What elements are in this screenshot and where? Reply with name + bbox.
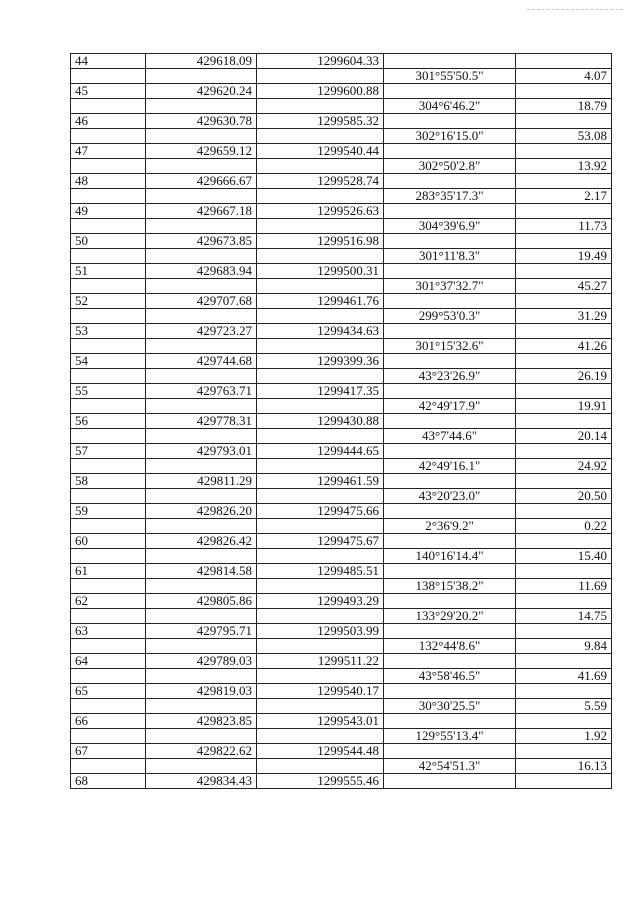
table-row-point	[71, 714, 612, 729]
distance-cell	[516, 54, 612, 69]
x-coordinate-cell: 429630.78	[146, 114, 257, 129]
point-number-cell: 64	[71, 654, 146, 669]
table-row-point	[71, 654, 612, 669]
x-coordinate-cell: 429814.58	[146, 564, 257, 579]
table-row-segment	[71, 549, 612, 564]
x-coordinate-cell: 429659.12	[146, 144, 257, 159]
point-number-cell: 57	[71, 444, 146, 459]
distance-cell: 19.49	[516, 249, 612, 264]
y-coordinate-cell: 1299585.32	[257, 114, 384, 129]
distance-cell	[516, 444, 612, 459]
azimuth-cell: 301°55'50.5"	[384, 69, 516, 84]
y-coordinate-cell	[257, 549, 384, 564]
distance-cell: 11.69	[516, 579, 612, 594]
y-coordinate-cell	[257, 429, 384, 444]
x-coordinate-cell	[146, 699, 257, 714]
point-number-cell	[71, 369, 146, 384]
point-number-cell: 50	[71, 234, 146, 249]
azimuth-cell	[384, 714, 516, 729]
point-number-cell	[71, 699, 146, 714]
table-row-segment	[71, 99, 612, 114]
table-row-point	[71, 444, 612, 459]
y-coordinate-cell: 1299399.36	[257, 354, 384, 369]
distance-cell: 14.75	[516, 609, 612, 624]
azimuth-cell	[384, 594, 516, 609]
point-number-cell	[71, 309, 146, 324]
point-number-cell	[71, 399, 146, 414]
azimuth-cell: 283°35'17.3"	[384, 189, 516, 204]
x-coordinate-cell: 429789.03	[146, 654, 257, 669]
distance-cell	[516, 594, 612, 609]
table-row-segment	[71, 339, 612, 354]
y-coordinate-cell: 1299544.48	[257, 744, 384, 759]
table-row-point	[71, 384, 612, 399]
table-row-point	[71, 204, 612, 219]
x-coordinate-cell: 429666.67	[146, 174, 257, 189]
azimuth-cell: 43°20'23.0"	[384, 489, 516, 504]
y-coordinate-cell	[257, 399, 384, 414]
azimuth-cell	[384, 564, 516, 579]
distance-cell	[516, 204, 612, 219]
point-number-cell: 68	[71, 774, 146, 789]
azimuth-cell	[384, 204, 516, 219]
distance-cell	[516, 114, 612, 129]
x-coordinate-cell: 429822.62	[146, 744, 257, 759]
distance-cell	[516, 624, 612, 639]
distance-cell: 13.92	[516, 159, 612, 174]
y-coordinate-cell: 1299434.63	[257, 324, 384, 339]
distance-cell: 20.50	[516, 489, 612, 504]
azimuth-cell: 304°39'6.9"	[384, 219, 516, 234]
y-coordinate-cell: 1299475.67	[257, 534, 384, 549]
table-row-segment	[71, 279, 612, 294]
y-coordinate-cell: 1299500.31	[257, 264, 384, 279]
y-coordinate-cell: 1299526.63	[257, 204, 384, 219]
point-number-cell: 49	[71, 204, 146, 219]
coordinate-table-body	[71, 54, 612, 789]
point-number-cell: 56	[71, 414, 146, 429]
point-number-cell	[71, 159, 146, 174]
table-row-segment	[71, 579, 612, 594]
x-coordinate-cell	[146, 429, 257, 444]
azimuth-cell	[384, 654, 516, 669]
y-coordinate-cell	[257, 519, 384, 534]
distance-cell: 5.59	[516, 699, 612, 714]
distance-cell	[516, 294, 612, 309]
azimuth-cell: 43°58'46.5"	[384, 669, 516, 684]
table-row-segment	[71, 759, 612, 774]
azimuth-cell	[384, 474, 516, 489]
y-coordinate-cell: 1299461.59	[257, 474, 384, 489]
point-number-cell	[71, 759, 146, 774]
table-row-point	[71, 594, 612, 609]
x-coordinate-cell	[146, 279, 257, 294]
x-coordinate-cell: 429673.85	[146, 234, 257, 249]
point-number-cell: 60	[71, 534, 146, 549]
distance-cell	[516, 84, 612, 99]
azimuth-cell	[384, 174, 516, 189]
y-coordinate-cell	[257, 489, 384, 504]
point-number-cell: 52	[71, 294, 146, 309]
point-number-cell: 53	[71, 324, 146, 339]
point-number-cell	[71, 519, 146, 534]
y-coordinate-cell: 1299475.66	[257, 504, 384, 519]
azimuth-cell	[384, 504, 516, 519]
x-coordinate-cell	[146, 369, 257, 384]
table-row-segment	[71, 729, 612, 744]
x-coordinate-cell: 429819.03	[146, 684, 257, 699]
distance-cell	[516, 504, 612, 519]
point-number-cell	[71, 339, 146, 354]
point-number-cell: 47	[71, 144, 146, 159]
x-coordinate-cell: 429805.86	[146, 594, 257, 609]
x-coordinate-cell	[146, 219, 257, 234]
distance-cell: 24.92	[516, 459, 612, 474]
x-coordinate-cell: 429834.43	[146, 774, 257, 789]
x-coordinate-cell: 429778.31	[146, 414, 257, 429]
azimuth-cell: 299°53'0.3"	[384, 309, 516, 324]
table-row-point	[71, 504, 612, 519]
distance-cell	[516, 774, 612, 789]
y-coordinate-cell: 1299430.88	[257, 414, 384, 429]
point-number-cell	[71, 549, 146, 564]
point-number-cell: 55	[71, 384, 146, 399]
point-number-cell: 62	[71, 594, 146, 609]
table-row-segment	[71, 159, 612, 174]
table-row-point	[71, 234, 612, 249]
azimuth-cell	[384, 54, 516, 69]
x-coordinate-cell	[146, 129, 257, 144]
table-row-point	[71, 144, 612, 159]
point-number-cell: 46	[71, 114, 146, 129]
y-coordinate-cell	[257, 249, 384, 264]
azimuth-cell	[384, 324, 516, 339]
table-row-point	[71, 774, 612, 789]
x-coordinate-cell	[146, 579, 257, 594]
y-coordinate-cell: 1299543.01	[257, 714, 384, 729]
azimuth-cell	[384, 384, 516, 399]
azimuth-cell: 140°16'14.4"	[384, 549, 516, 564]
point-number-cell: 59	[71, 504, 146, 519]
table-row-point	[71, 294, 612, 309]
distance-cell: 15.40	[516, 549, 612, 564]
x-coordinate-cell	[146, 69, 257, 84]
point-number-cell: 45	[71, 84, 146, 99]
distance-cell: 16.13	[516, 759, 612, 774]
azimuth-cell: 301°11'8.3"	[384, 249, 516, 264]
x-coordinate-cell: 429823.85	[146, 714, 257, 729]
table-row-point	[71, 354, 612, 369]
table-row-segment	[71, 69, 612, 84]
distance-cell	[516, 174, 612, 189]
table-row-point	[71, 414, 612, 429]
azimuth-cell: 43°23'26.9"	[384, 369, 516, 384]
azimuth-cell: 301°37'32.7"	[384, 279, 516, 294]
y-coordinate-cell	[257, 729, 384, 744]
azimuth-cell	[384, 414, 516, 429]
distance-cell	[516, 324, 612, 339]
table-row-point	[71, 174, 612, 189]
point-number-cell	[71, 249, 146, 264]
x-coordinate-cell: 429667.18	[146, 204, 257, 219]
x-coordinate-cell	[146, 459, 257, 474]
azimuth-cell: 304°6'46.2"	[384, 99, 516, 114]
table-row-segment	[71, 609, 612, 624]
table-row-segment	[71, 699, 612, 714]
y-coordinate-cell	[257, 339, 384, 354]
point-number-cell: 66	[71, 714, 146, 729]
point-number-cell	[71, 489, 146, 504]
x-coordinate-cell	[146, 669, 257, 684]
x-coordinate-cell	[146, 309, 257, 324]
y-coordinate-cell	[257, 699, 384, 714]
x-coordinate-cell	[146, 609, 257, 624]
y-coordinate-cell: 1299444.65	[257, 444, 384, 459]
y-coordinate-cell	[257, 669, 384, 684]
azimuth-cell	[384, 534, 516, 549]
x-coordinate-cell	[146, 549, 257, 564]
point-number-cell: 61	[71, 564, 146, 579]
azimuth-cell	[384, 684, 516, 699]
distance-cell	[516, 744, 612, 759]
x-coordinate-cell: 429826.20	[146, 504, 257, 519]
x-coordinate-cell: 429793.01	[146, 444, 257, 459]
point-number-cell: 51	[71, 264, 146, 279]
x-coordinate-cell	[146, 339, 257, 354]
distance-cell	[516, 654, 612, 669]
point-number-cell: 48	[71, 174, 146, 189]
table-row-point	[71, 624, 612, 639]
distance-cell	[516, 414, 612, 429]
x-coordinate-cell: 429618.09	[146, 54, 257, 69]
table-row-point	[71, 114, 612, 129]
distance-cell: 41.26	[516, 339, 612, 354]
table-row-segment	[71, 669, 612, 684]
y-coordinate-cell: 1299600.88	[257, 84, 384, 99]
y-coordinate-cell: 1299493.29	[257, 594, 384, 609]
table-row-point	[71, 54, 612, 69]
distance-cell: 26.19	[516, 369, 612, 384]
distance-cell: 2.17	[516, 189, 612, 204]
y-coordinate-cell: 1299485.51	[257, 564, 384, 579]
table-row-segment	[71, 369, 612, 384]
x-coordinate-cell	[146, 639, 257, 654]
table-row-segment	[71, 399, 612, 414]
distance-cell: 0.22	[516, 519, 612, 534]
distance-cell: 4.07	[516, 69, 612, 84]
distance-cell: 19.91	[516, 399, 612, 414]
point-number-cell	[71, 129, 146, 144]
azimuth-cell: 43°7'44.6"	[384, 429, 516, 444]
azimuth-cell: 132°44'8.6"	[384, 639, 516, 654]
y-coordinate-cell: 1299511.22	[257, 654, 384, 669]
distance-cell: 9.84	[516, 639, 612, 654]
distance-cell	[516, 264, 612, 279]
y-coordinate-cell: 1299540.44	[257, 144, 384, 159]
y-coordinate-cell: 1299555.46	[257, 774, 384, 789]
y-coordinate-cell	[257, 69, 384, 84]
point-number-cell: 65	[71, 684, 146, 699]
x-coordinate-cell: 429744.68	[146, 354, 257, 369]
azimuth-cell: 129°55'13.4"	[384, 729, 516, 744]
x-coordinate-cell	[146, 519, 257, 534]
table-row-segment	[71, 639, 612, 654]
table-row-segment	[71, 249, 612, 264]
distance-cell	[516, 384, 612, 399]
point-number-cell	[71, 729, 146, 744]
distance-cell: 11.73	[516, 219, 612, 234]
table-row-point	[71, 474, 612, 489]
y-coordinate-cell	[257, 99, 384, 114]
table-row-point	[71, 684, 612, 699]
scan-artifact-line	[527, 9, 623, 10]
azimuth-cell	[384, 744, 516, 759]
table-row-segment	[71, 489, 612, 504]
coordinate-table	[70, 53, 612, 789]
y-coordinate-cell	[257, 189, 384, 204]
distance-cell: 18.79	[516, 99, 612, 114]
x-coordinate-cell	[146, 759, 257, 774]
table-row-point	[71, 564, 612, 579]
distance-cell: 1.92	[516, 729, 612, 744]
point-number-cell: 67	[71, 744, 146, 759]
distance-cell	[516, 144, 612, 159]
azimuth-cell	[384, 264, 516, 279]
distance-cell	[516, 684, 612, 699]
point-number-cell	[71, 579, 146, 594]
x-coordinate-cell: 429683.94	[146, 264, 257, 279]
y-coordinate-cell	[257, 129, 384, 144]
table-row-segment	[71, 459, 612, 474]
azimuth-cell	[384, 294, 516, 309]
distance-cell: 45.27	[516, 279, 612, 294]
table-row-point	[71, 534, 612, 549]
azimuth-cell: 301°15'32.6"	[384, 339, 516, 354]
azimuth-cell	[384, 774, 516, 789]
table-row-segment	[71, 519, 612, 534]
point-number-cell	[71, 219, 146, 234]
y-coordinate-cell	[257, 159, 384, 174]
distance-cell: 31.29	[516, 309, 612, 324]
azimuth-cell	[384, 624, 516, 639]
azimuth-cell: 133°29'20.2"	[384, 609, 516, 624]
azimuth-cell	[384, 444, 516, 459]
azimuth-cell: 2°36'9.2"	[384, 519, 516, 534]
x-coordinate-cell: 429811.29	[146, 474, 257, 489]
y-coordinate-cell: 1299540.17	[257, 684, 384, 699]
table-row-segment	[71, 309, 612, 324]
table-row-segment	[71, 429, 612, 444]
table-row-point	[71, 264, 612, 279]
point-number-cell	[71, 189, 146, 204]
x-coordinate-cell	[146, 249, 257, 264]
point-number-cell: 44	[71, 54, 146, 69]
point-number-cell	[71, 609, 146, 624]
x-coordinate-cell: 429763.71	[146, 384, 257, 399]
point-number-cell	[71, 279, 146, 294]
y-coordinate-cell	[257, 369, 384, 384]
distance-cell: 53.08	[516, 129, 612, 144]
y-coordinate-cell	[257, 219, 384, 234]
distance-cell	[516, 474, 612, 489]
y-coordinate-cell	[257, 609, 384, 624]
distance-cell	[516, 534, 612, 549]
distance-cell	[516, 234, 612, 249]
y-coordinate-cell	[257, 459, 384, 474]
point-number-cell	[71, 639, 146, 654]
table-row-segment	[71, 219, 612, 234]
x-coordinate-cell: 429795.71	[146, 624, 257, 639]
x-coordinate-cell	[146, 729, 257, 744]
distance-cell: 41.69	[516, 669, 612, 684]
y-coordinate-cell	[257, 759, 384, 774]
x-coordinate-cell	[146, 489, 257, 504]
azimuth-cell	[384, 114, 516, 129]
x-coordinate-cell	[146, 159, 257, 174]
point-number-cell	[71, 669, 146, 684]
point-number-cell	[71, 99, 146, 114]
point-number-cell: 63	[71, 624, 146, 639]
x-coordinate-cell: 429707.68	[146, 294, 257, 309]
y-coordinate-cell: 1299528.74	[257, 174, 384, 189]
azimuth-cell: 138°15'38.2"	[384, 579, 516, 594]
azimuth-cell	[384, 84, 516, 99]
x-coordinate-cell: 429723.27	[146, 324, 257, 339]
point-number-cell: 58	[71, 474, 146, 489]
y-coordinate-cell	[257, 309, 384, 324]
table-row-segment	[71, 129, 612, 144]
point-number-cell: 54	[71, 354, 146, 369]
point-number-cell	[71, 69, 146, 84]
distance-cell: 20.14	[516, 429, 612, 444]
y-coordinate-cell: 1299604.33	[257, 54, 384, 69]
table-row-segment	[71, 189, 612, 204]
table-row-point	[71, 744, 612, 759]
azimuth-cell: 42°49'17.9"	[384, 399, 516, 414]
table-row-point	[71, 324, 612, 339]
azimuth-cell: 302°50'2.8"	[384, 159, 516, 174]
y-coordinate-cell: 1299503.99	[257, 624, 384, 639]
distance-cell	[516, 564, 612, 579]
x-coordinate-cell	[146, 189, 257, 204]
y-coordinate-cell	[257, 279, 384, 294]
y-coordinate-cell	[257, 579, 384, 594]
azimuth-cell	[384, 144, 516, 159]
y-coordinate-cell: 1299417.35	[257, 384, 384, 399]
point-number-cell	[71, 459, 146, 474]
azimuth-cell	[384, 234, 516, 249]
y-coordinate-cell: 1299516.98	[257, 234, 384, 249]
x-coordinate-cell: 429826.42	[146, 534, 257, 549]
distance-cell	[516, 714, 612, 729]
table-row-point	[71, 84, 612, 99]
y-coordinate-cell	[257, 639, 384, 654]
x-coordinate-cell	[146, 399, 257, 414]
azimuth-cell: 42°49'16.1"	[384, 459, 516, 474]
x-coordinate-cell: 429620.24	[146, 84, 257, 99]
distance-cell	[516, 354, 612, 369]
azimuth-cell	[384, 354, 516, 369]
y-coordinate-cell: 1299461.76	[257, 294, 384, 309]
azimuth-cell: 30°30'25.5"	[384, 699, 516, 714]
azimuth-cell: 42°54'51.3"	[384, 759, 516, 774]
azimuth-cell: 302°16'15.0"	[384, 129, 516, 144]
point-number-cell	[71, 429, 146, 444]
x-coordinate-cell	[146, 99, 257, 114]
